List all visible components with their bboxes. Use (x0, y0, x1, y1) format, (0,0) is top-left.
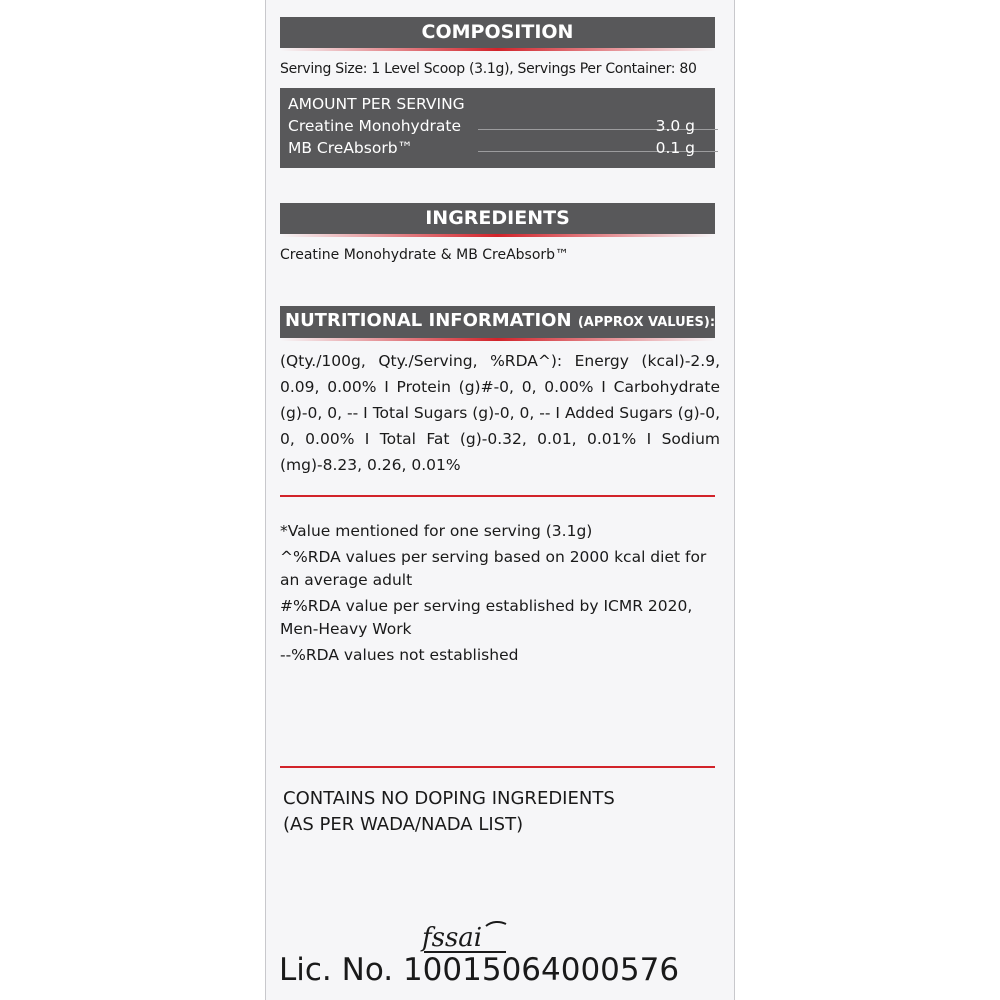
doping-statement (283, 786, 615, 838)
doping-line: (AS PER WADA/NADA LIST) (283, 814, 524, 835)
divider (280, 495, 715, 497)
footnote: --%RDA values not established (280, 646, 519, 664)
license-number: Lic. No. 10015064000576 (279, 952, 680, 988)
composition-row-name: MB CreAbsorb™ (288, 139, 414, 157)
amount-per-serving-box (280, 88, 715, 168)
nutrition-header-title: NUTRITIONAL INFORMATION (285, 310, 572, 331)
serving-info: Serving Size: 1 Level Scoop (3.1g), Servings Per Container: 80 (280, 61, 697, 77)
divider (280, 766, 715, 768)
ingredients-header: INGREDIENTS (280, 203, 715, 234)
svg-text:fssai: fssai (422, 923, 483, 953)
footnote: *Value mentioned for one serving (3.1g) (280, 522, 593, 540)
nutrition-text: (Qty./100g, Qty./Serving, %RDA^): Energy (kcal)-2.9, 0.09, 0.00% I Protein (g)#-0, 0, 0.00% I Carbohydrate (g)-0, 0, -- I Total Sugars (g)-0, 0, -- I Added Sugars (g)-0, 0, 0.00% I Total Fat (g)-0.32, 0.01, 0.01% I Sodium (mg)-8.23, 0.26, 0.01% (280, 352, 720, 474)
footnote: ^%RDA values per serving based on 2000 kcal diet for an average adult (280, 548, 707, 589)
composition-row-value: 3.0 g (655, 117, 695, 135)
doping-line: CONTAINS NO DOPING INGREDIENTS (283, 788, 615, 809)
composition-row-name: Creatine Monohydrate (288, 117, 462, 135)
composition-header: COMPOSITION (280, 17, 715, 48)
composition-row (288, 115, 715, 137)
nutrition-header-suffix: (APPROX VALUES): (577, 315, 716, 330)
nutrition-header (280, 306, 715, 338)
footnote: #%RDA value per serving established by ICMR 2020, Men-Heavy Work (280, 597, 693, 638)
ingredients-text: Creatine Monohydrate & MB CreAbsorb™ (280, 247, 570, 263)
composition-row-value: 0.1 g (655, 139, 695, 157)
footnotes (280, 520, 720, 670)
amount-per-serving-title: AMOUNT PER SERVING (288, 95, 465, 113)
composition-row (288, 137, 715, 159)
